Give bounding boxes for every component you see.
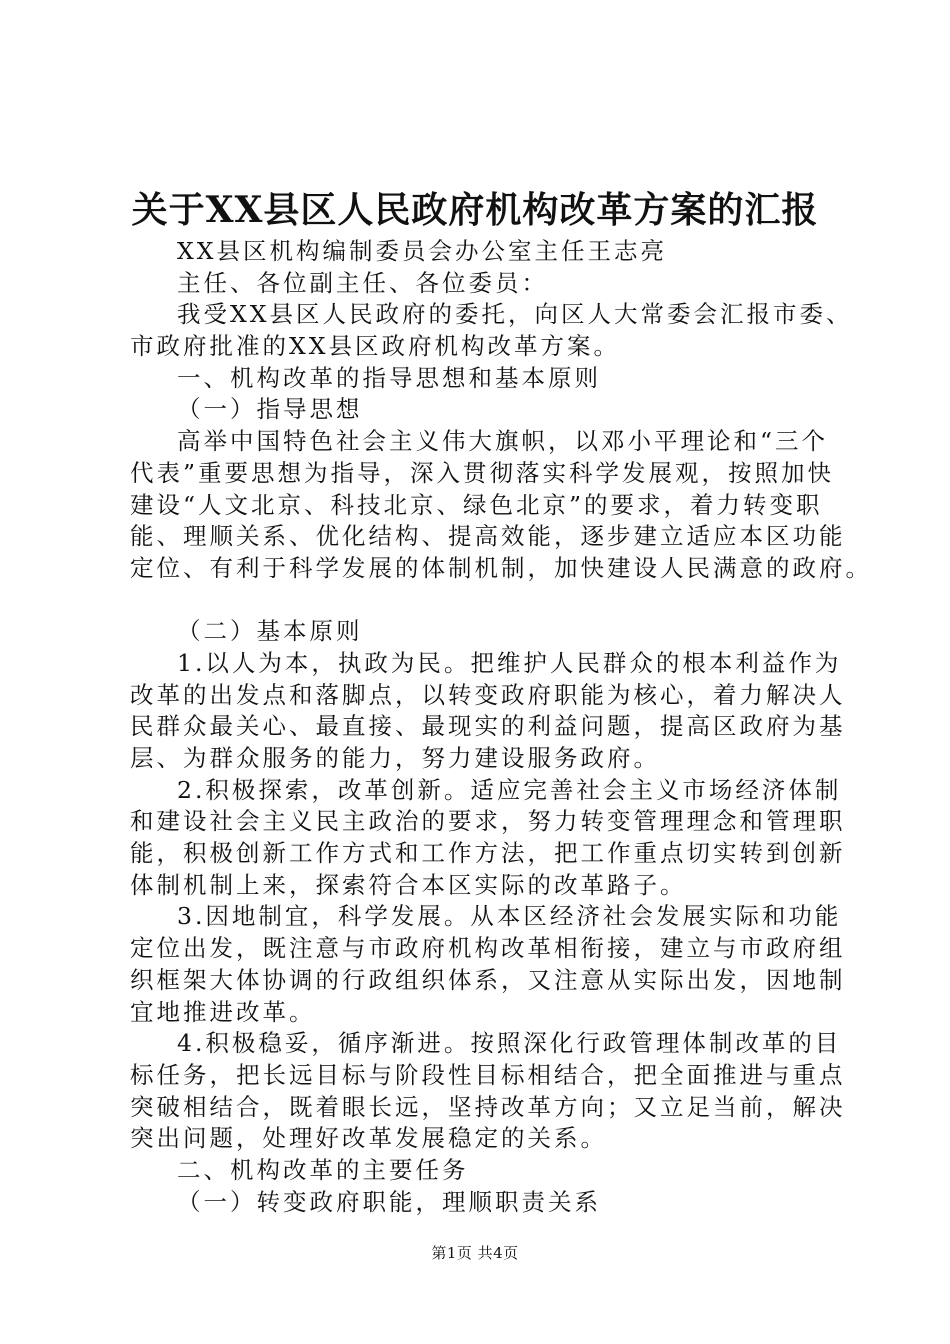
paragraph-line: 定位出发，既注意与市政府机构改革相衔接，建立与市政府组 bbox=[130, 934, 846, 963]
paragraph-line: 能、理顺关系、优化结构、提高效能，逐步建立适应本区功能 bbox=[130, 522, 846, 551]
document-title: 关于XX县区人民政府机构改革方案的汇报 bbox=[131, 189, 819, 231]
paragraph-line: 改革的出发点和落脚点，以转变政府职能为核心，着力解决人 bbox=[130, 680, 846, 709]
paragraph-line: （二）基本原则 bbox=[177, 617, 363, 646]
paragraph-line: 突破相结合，既着眼长远，坚持改革方向；又立足当前，解决 bbox=[130, 1092, 846, 1121]
paragraph-line: 高举中国特色社会主义伟大旗帜，以邓小平理论和“三个 bbox=[177, 427, 829, 456]
paragraph-line: 二、机构改革的主要任务 bbox=[177, 1155, 469, 1184]
paragraph-line: （一）指导思想 bbox=[177, 395, 363, 424]
paragraph-line: 宜地推进改革。 bbox=[130, 997, 316, 1026]
paragraph-line: 4.积极稳妥，循序渐进。按照深化行政管理体制改革的目 bbox=[177, 1029, 842, 1058]
paragraph-line: 建设“人文北京、科技北京、绿色北京”的要求，着力转变职 bbox=[130, 490, 823, 519]
paragraph-line: 代表”重要思想为指导，深入贯彻落实科学发展观，按照加快 bbox=[130, 458, 835, 487]
paragraph-line: 1.以人为本，执政为民。把维护人民群众的根本利益作为 bbox=[177, 648, 842, 677]
paragraph-line: （一）转变政府职能，理顺职责关系 bbox=[177, 1187, 601, 1216]
paragraph-line: 能，积极创新工作方式和工作方法，把工作重点切实转到创新 bbox=[130, 839, 846, 868]
paragraph-line: 我受XX县区人民政府的委托，向区人大常委会汇报市委、 bbox=[177, 300, 853, 329]
document-body bbox=[130, 236, 872, 1218]
paragraph-line: 民群众最关心、最直接、最现实的利益问题，提高区政府为基 bbox=[130, 712, 846, 741]
paragraph-line: 市政府批准的XX县区政府机构改革方案。 bbox=[130, 332, 620, 361]
paragraph-line: 体制机制上来，探索符合本区实际的改革路子。 bbox=[130, 870, 687, 899]
paragraph-line: 标任务，把长远目标与阶段性目标相结合，把全面推进与重点 bbox=[130, 1060, 846, 1089]
page-footer: 第1页 共4页 bbox=[431, 1244, 519, 1262]
paragraph-line: 突出问题，处理好改革发展稳定的关系。 bbox=[130, 1124, 607, 1153]
paragraph-line: 3.因地制宜，科学发展。从本区经济社会发展实际和功能 bbox=[177, 902, 842, 931]
blank-line bbox=[130, 585, 830, 617]
paragraph-line: 织框架大体协调的行政组织体系，又注意从实际出发，因地制 bbox=[130, 965, 846, 994]
paragraph-line: 层、为群众服务的能力，努力建设服务政府。 bbox=[130, 744, 660, 772]
paragraph-line: 主任、各位副主任、各位委员： bbox=[177, 268, 548, 297]
paragraph-line: XX县区机构编制委员会办公室主任王志亮 bbox=[177, 237, 667, 265]
paragraph-line: 和建设社会主义民主政治的要求，努力转变管理理念和管理职 bbox=[130, 807, 846, 836]
paragraph-line: 2.积极探索，改革创新。适应完善社会主义市场经济体制 bbox=[177, 775, 842, 804]
paragraph-line: 一、机构改革的指导思想和基本原则 bbox=[177, 363, 601, 392]
paragraph-line: 定位、有利于科学发展的体制机制，加快建设人民满意的政府。 bbox=[130, 553, 872, 582]
